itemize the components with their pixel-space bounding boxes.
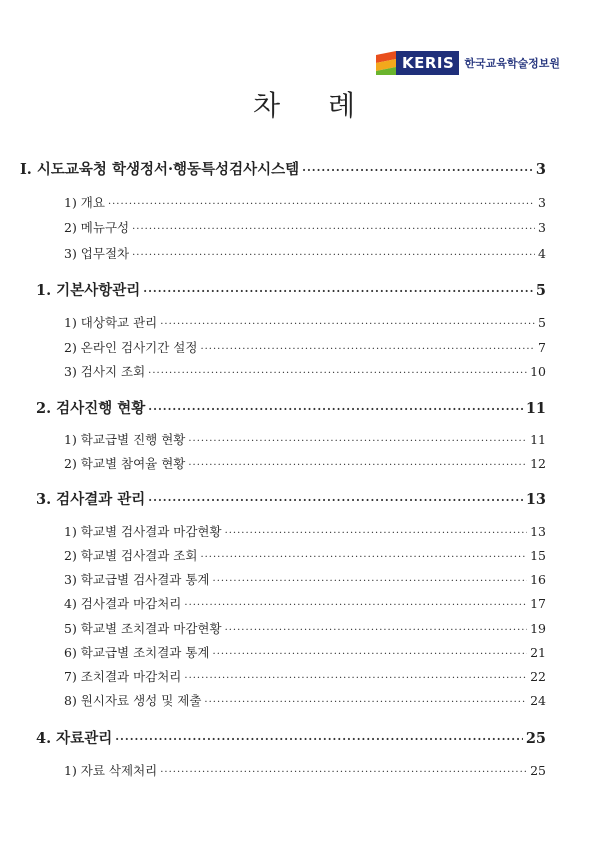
toc-page-number: 25 [530,763,546,778]
toc-subsection-entry[interactable] [64,643,546,661]
toc-page-number: 13 [525,491,546,508]
dot-leader [148,368,527,379]
dot-leader [160,319,535,330]
toc-page-number: 3 [538,195,546,210]
dot-leader [148,403,523,416]
toc-entry-label: 3) 검사지 조회 [64,364,146,379]
toc-page-number: 13 [530,524,546,539]
keris-emblem-icon [376,51,398,75]
dot-leader [132,250,535,261]
toc-page-number: 7 [538,340,546,355]
toc-page-number: 24 [530,693,546,708]
toc-entry-label: 8) 원시자료 생성 및 제출 [64,693,202,708]
toc-page-number: 10 [530,364,546,379]
dot-leader [204,697,527,708]
toc-section-entry[interactable] [36,488,546,509]
toc-entry-label: 2) 온라인 검사기간 설정 [64,340,198,355]
toc-page-number: 3 [538,220,546,235]
toc-page-number: 11 [525,400,546,417]
dot-leader [188,460,527,471]
toc-subsection-entry[interactable] [64,244,546,262]
toc-section-entry[interactable] [36,279,546,300]
toc-subsection-entry[interactable] [64,362,546,380]
toc-subsection-entry[interactable] [64,546,546,564]
toc-section-entry[interactable] [20,158,546,179]
toc-subsection-entry[interactable] [64,667,546,685]
dot-leader [213,576,528,587]
keris-wordmark: KERIS [396,51,459,75]
dot-leader [184,673,527,684]
toc-entry-label: Ⅰ. 시도교육청 학생정서·행동특성검사시스템 [20,161,300,178]
toc-entry-label: 2) 학교별 검사결과 조회 [64,548,198,563]
toc-entry-label: 3) 학교급별 검사결과 통계 [64,572,210,587]
toc-page-number: 19 [530,621,546,636]
toc-page-number: 16 [530,572,546,587]
dot-leader [132,224,535,235]
toc-page-number: 5 [538,315,546,330]
toc-subsection-entry[interactable] [64,430,546,448]
toc-subsection-entry[interactable] [64,619,546,637]
dot-leader [160,767,527,778]
toc-subsection-entry[interactable] [64,454,546,472]
toc-entry-label: 2) 학교별 참여율 현황 [64,456,186,471]
toc-entry-label: 2. 검사진행 현황 [36,400,146,417]
dot-leader [302,164,533,177]
dot-leader [225,625,528,636]
toc-entry-label: 4) 검사결과 마감처리 [64,596,182,611]
toc-entry-label: 6) 학교급별 조치결과 통계 [64,645,210,660]
toc-entry-label: 1) 개요 [64,195,105,210]
toc-subsection-entry[interactable] [64,193,546,211]
toc-entry-label: 1) 학교별 검사결과 마감현황 [64,524,222,539]
dot-leader [188,436,527,447]
toc-section-entry[interactable] [36,727,546,748]
toc-subsection-entry[interactable] [64,594,546,612]
toc-entry-label: 1) 대상학교 관리 [64,315,158,330]
toc-page-number: 11 [530,432,546,447]
dot-leader [184,600,527,611]
dot-leader [108,199,535,210]
toc-entry-label: 1. 기본사항관리 [36,282,141,299]
dot-leader [148,494,523,507]
toc-page-number: 5 [535,282,546,299]
toc-subsection-entry[interactable] [64,313,546,331]
dot-leader [143,285,533,298]
dot-leader [115,733,523,746]
toc-entry-label: 4. 자료관리 [36,730,113,747]
toc-page-number: 21 [530,645,546,660]
toc-subsection-entry[interactable] [64,218,546,236]
toc-subsection-entry[interactable] [64,522,546,540]
toc-entry-label: 3) 업무절차 [64,246,130,261]
toc-entry-label: 1) 학교급별 진행 현황 [64,432,186,447]
toc-entry-label: 7) 조치결과 마감처리 [64,669,182,684]
dot-leader [200,552,527,563]
toc-subsection-entry[interactable] [64,761,546,779]
toc-entry-label: 2) 메뉴구성 [64,220,130,235]
page-title: 차례 [252,89,404,122]
toc-page-number: 25 [525,730,546,747]
toc-page-number: 15 [530,548,546,563]
dot-leader [200,344,535,355]
toc-page-number: 3 [535,161,546,178]
toc-entry-label: 5) 학교별 조치결과 마감현황 [64,621,222,636]
toc-entry-label: 3. 검사결과 관리 [36,491,146,508]
keris-logo [376,48,576,78]
toc-page-number: 12 [530,456,546,471]
toc-subsection-entry[interactable] [64,570,546,588]
toc-page-number: 17 [530,596,546,611]
toc-page-number: 4 [538,246,546,261]
toc-subsection-entry[interactable] [64,691,546,709]
toc-entry-label: 1) 자료 삭제처리 [64,763,158,778]
dot-leader [225,528,528,539]
toc-page-number: 22 [530,669,546,684]
toc-subsection-entry[interactable] [64,338,546,356]
toc-section-entry[interactable] [36,397,546,418]
org-name: 한국교육학술정보원 [464,57,560,70]
dot-leader [213,649,528,660]
